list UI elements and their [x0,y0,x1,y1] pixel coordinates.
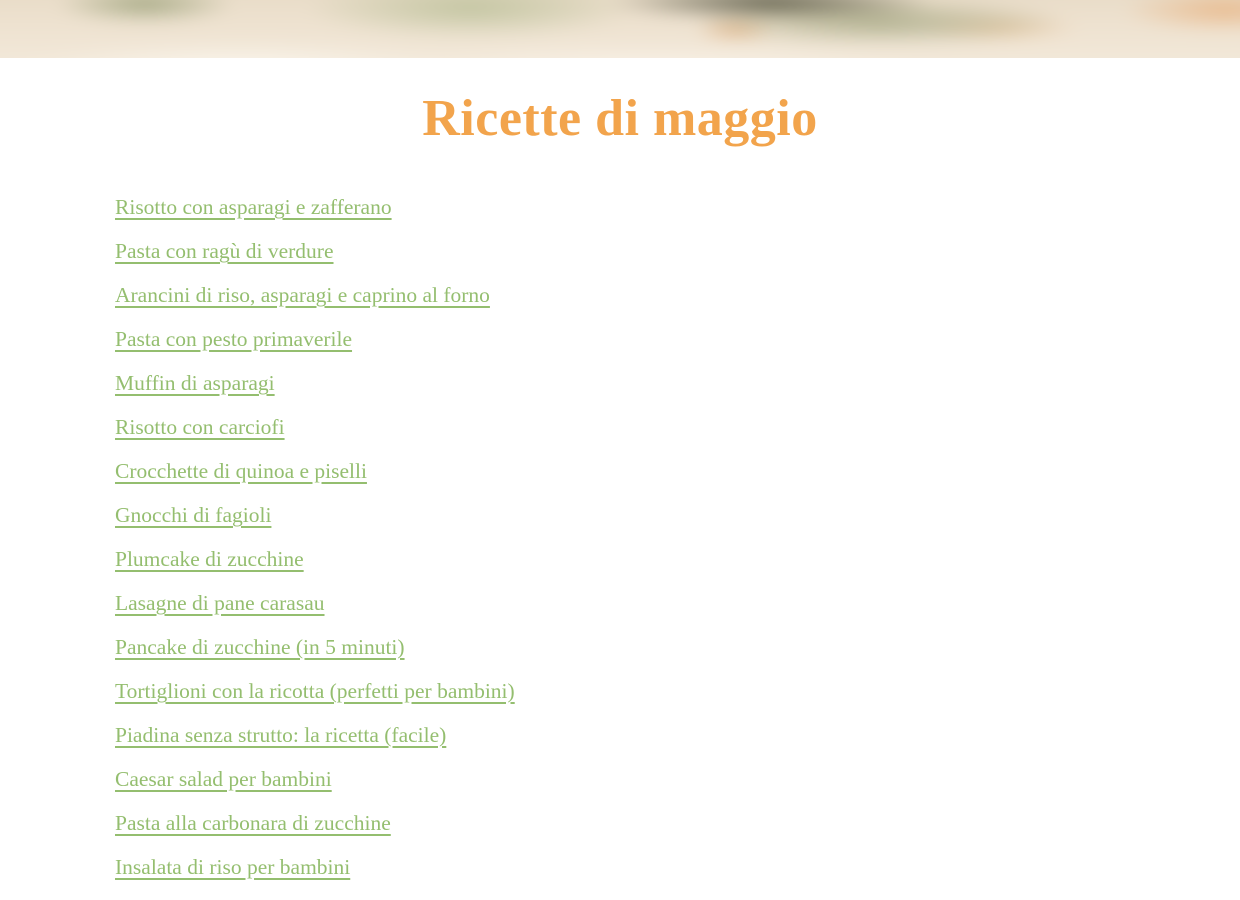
recipe-link-tortiglioni-ricotta[interactable]: Tortiglioni con la ricotta (perfetti per bambini) [115,679,515,703]
header-banner-image [0,0,1240,58]
recipe-row [115,504,1240,527]
recipe-row [115,284,1240,307]
recipe-list [115,196,1240,879]
recipe-link-plumcake-zucchine[interactable]: Plumcake di zucchine [115,547,304,571]
recipe-link-pasta-ragu-verdure[interactable]: Pasta con ragù di verdure [115,239,334,263]
recipe-row [115,416,1240,439]
recipe-link-risotto-asparagi-zafferano[interactable]: Risotto con asparagi e zafferano [115,195,392,219]
recipe-row [115,328,1240,351]
recipe-row [115,548,1240,571]
header-banner [0,0,1240,58]
recipe-row [115,460,1240,483]
recipe-row [115,856,1240,879]
recipe-row [115,768,1240,791]
recipe-row [115,372,1240,395]
recipe-link-gnocchi-fagioli[interactable]: Gnocchi di fagioli [115,503,272,527]
recipe-row [115,812,1240,835]
recipe-link-caesar-salad-bambini[interactable]: Caesar salad per bambini [115,767,332,791]
recipe-link-insalata-riso-bambini[interactable]: Insalata di riso per bambini [115,855,351,879]
recipe-row [115,240,1240,263]
recipe-row [115,196,1240,219]
recipe-link-piadina-senza-strutto[interactable]: Piadina senza strutto: la ricetta (facile) [115,723,447,747]
recipe-row [115,724,1240,747]
recipe-link-risotto-carciofi[interactable]: Risotto con carciofi [115,415,285,439]
recipe-row [115,680,1240,703]
recipe-link-arancini-riso-asparagi-caprino[interactable]: Arancini di riso, asparagi e caprino al forno [115,283,490,307]
recipe-link-lasagne-pane-carasau[interactable]: Lasagne di pane carasau [115,591,325,615]
recipe-link-pancake-zucchine[interactable]: Pancake di zucchine (in 5 minuti) [115,635,405,659]
recipe-row [115,636,1240,659]
recipe-link-muffin-asparagi[interactable]: Muffin di asparagi [115,371,275,395]
recipe-link-pasta-pesto-primaverile[interactable]: Pasta con pesto primaverile [115,327,353,351]
recipe-link-crocchette-quinoa-piselli[interactable]: Crocchette di quinoa e piselli [115,459,367,483]
recipe-link-pasta-carbonara-zucchine[interactable]: Pasta alla carbonara di zucchine [115,811,391,835]
recipe-row [115,592,1240,615]
page-title: Ricette di maggio [422,90,818,147]
